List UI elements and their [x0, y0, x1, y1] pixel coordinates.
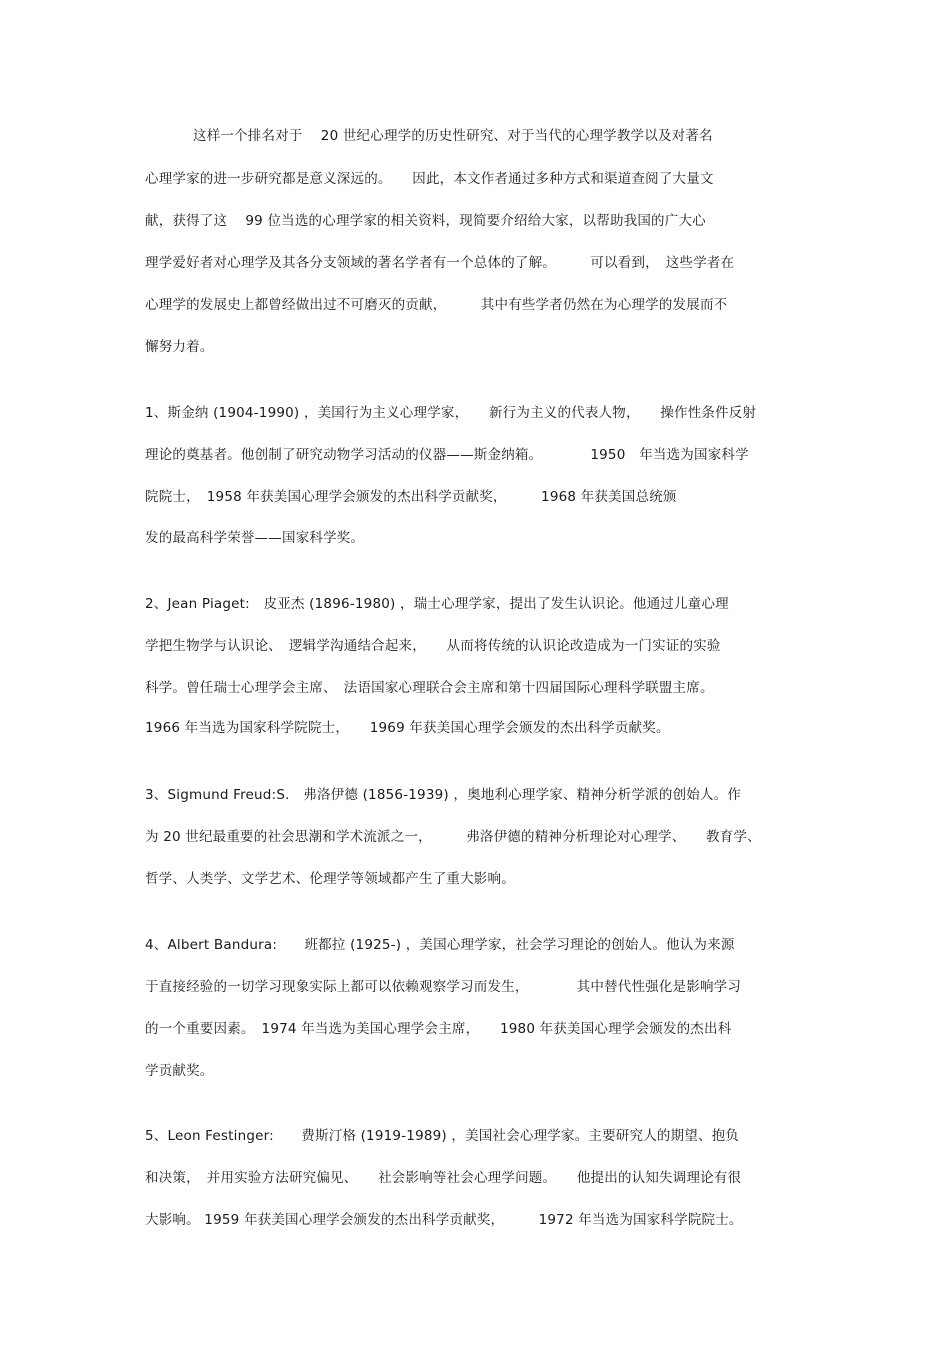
entry-line: 1、斯金纳 (1904-1990) ，美国行为主义心理学家， 新行为主义的代表人物， 操作性条件反射 [145, 405, 757, 421]
entry-line: 学贡献奖。 [145, 1063, 214, 1079]
entry-line: 哲学、人类学、文学艺术、伦理学等领域都产生了重大影响。 [145, 871, 515, 887]
entry-line: 理论的奠基者。他创制了研究动物学习活动的仪器——斯金纳箱。 1950 年当选为国家科学 [145, 447, 749, 463]
intro-line: 献，获得了这 99 位当选的心理学家的相关资料，现简要介绍给大家，以帮助我国的广大心 [145, 213, 706, 229]
entry-line: 1966 年当选为国家科学院院士， 1969 年获美国心理学会颁发的杰出科学贡献奖。 [145, 720, 670, 736]
entry-line: 院院士， 1958 年获美国心理学会颁发的杰出科学贡献奖， 1968 年获美国总统颁 [145, 489, 677, 505]
intro-line: 心理学的发展史上都曾经做出过不可磨灭的贡献， 其中有些学者仍然在为心理学的发展而不 [145, 297, 728, 313]
entry-line: 于直接经验的一切学习现象实际上都可以依赖观察学习而发生， 其中替代性强化是影响学习 [145, 979, 742, 995]
entry-line: 和决策， 并用实验方法研究偏见、 社会影响等社会心理学问题。 他提出的认知失调理论有很 [145, 1170, 742, 1186]
entry-line: 大影响。 1959 年获美国心理学会颁发的杰出科学贡献奖， 1972 年当选为国家科学院院士。 [145, 1212, 743, 1228]
intro-line: 这样一个排名对于 20 世纪心理学的历史性研究、对于当代的心理学教学以及对著名 [193, 128, 713, 144]
intro-line: 心理学家的进一步研究都是意义深远的。 因此，本文作者通过多种方式和渠道查阅了大量文 [145, 171, 714, 187]
entry-line: 5、Leon Festinger: 费斯汀格 (1919-1989) ，美国社会心理学家。主要研究人的期望、抱负 [145, 1128, 740, 1144]
entry-line: 发的最高科学荣誉——国家科学奖。 [145, 530, 365, 546]
entry-line: 2、Jean Piaget: 皮亚杰 (1896-1980) ，瑞士心理学家，提出了发生认识论。他通过儿童心理 [145, 596, 729, 612]
entry-line: 学把生物学与认识论、 逻辑学沟通结合起来， 从而将传统的认识论改造成为一门实证的实验 [145, 638, 721, 654]
entry-line: 的一个重要因素。 1974 年当选为美国心理学会主席， 1980 年获美国心理学会颁发的杰出科 [145, 1021, 732, 1037]
entry-line: 4、Albert Bandura: 班都拉 (1925-) ，美国心理学家，社会学习理论的创始人。他认为来源 [145, 937, 735, 953]
entry-line: 为 20 世纪最重要的社会思潮和学术流派之一， 弗洛伊德的精神分析理论对心理学、 教育学、 [145, 829, 761, 845]
intro-line: 懈努力着。 [145, 339, 214, 355]
entry-line: 科学。曾任瑞士心理学会主席、 法语国家心理联合会主席和第十四届国际心理科学联盟主席。 [145, 680, 714, 696]
entry-line: 3、Sigmund Freud:S. 弗洛伊德 (1856-1939) ，奥地利心理学家、精神分析学派的创始人。作 [145, 787, 742, 803]
intro-line: 理学爱好者对心理学及其各分支领域的著名学者有一个总体的了解。 可以看到， 这些学者在 [145, 255, 735, 271]
